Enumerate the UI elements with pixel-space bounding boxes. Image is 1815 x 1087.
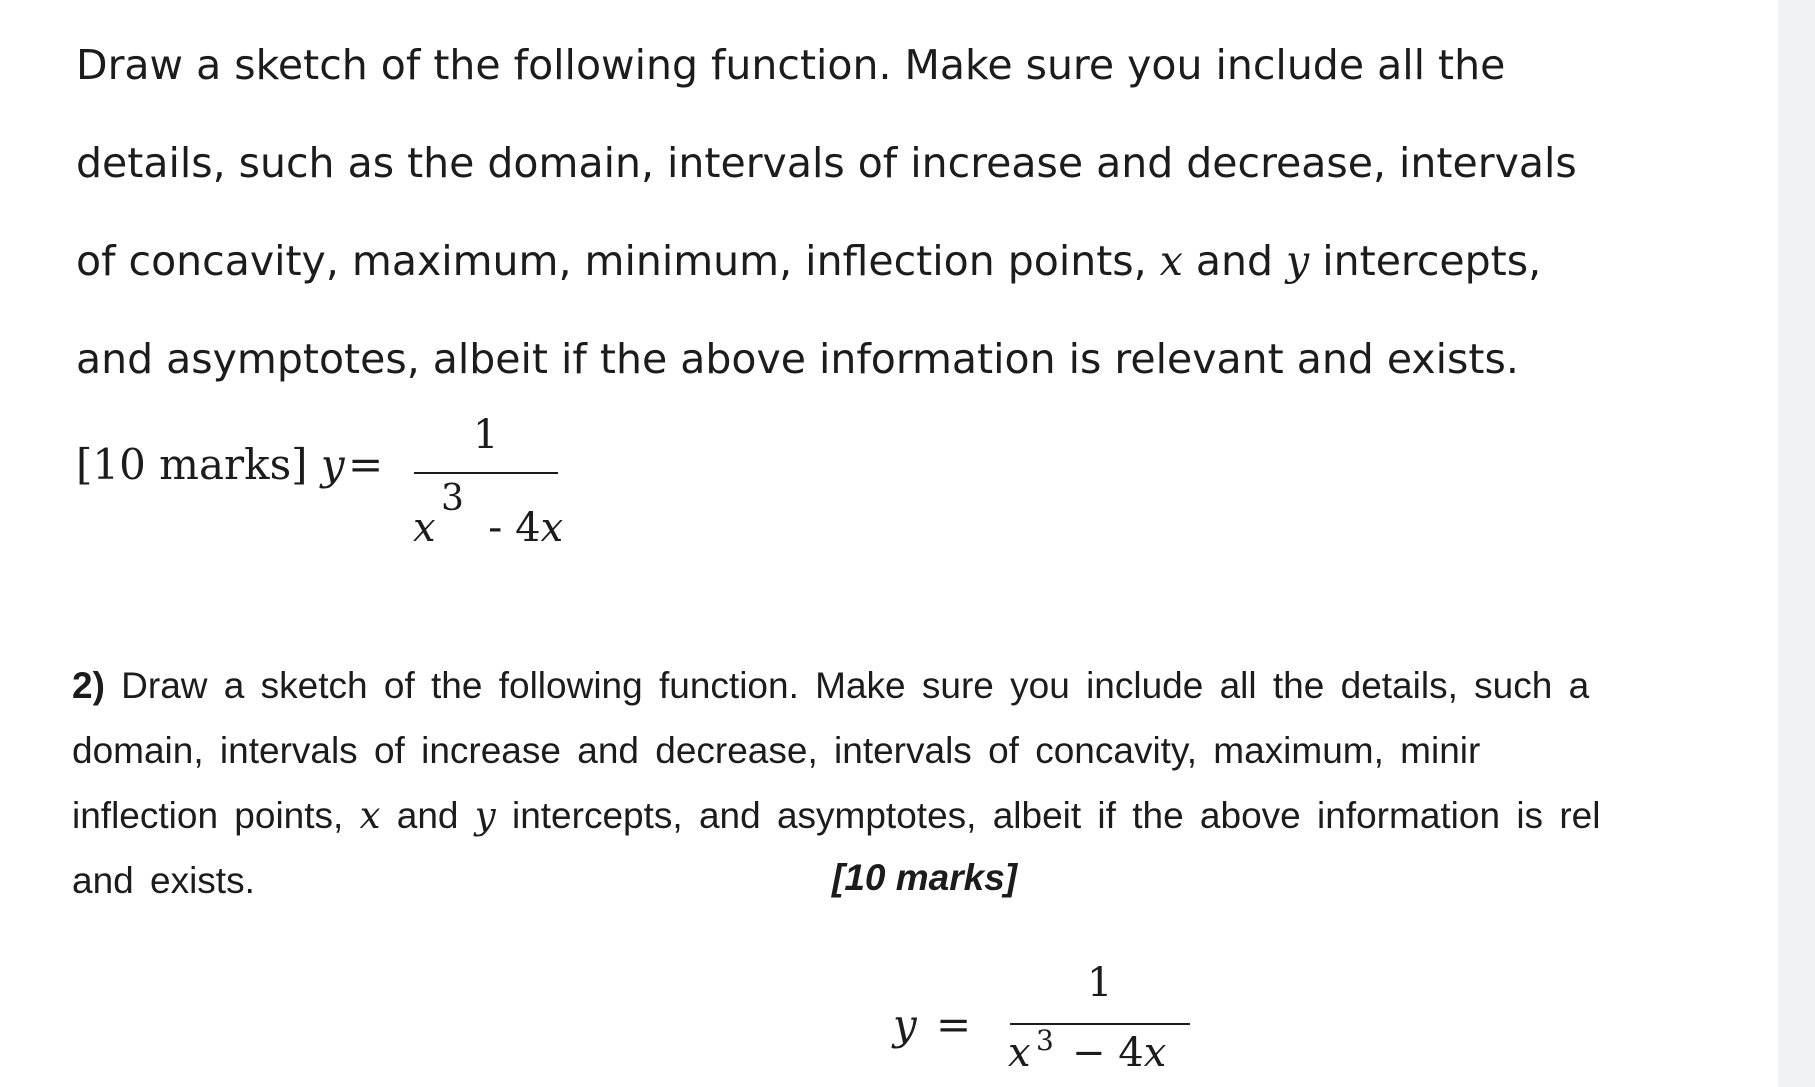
q2-line-3-b: intercepts, and asymptotes, albeit if the above information is rel — [495, 795, 1601, 836]
q1-line-3-and: and — [1182, 237, 1287, 285]
q1-var-x: x — [1159, 237, 1183, 285]
q2-line-1 — [72, 662, 1778, 727]
q2-formula-equals: = — [936, 1000, 972, 1049]
q1-line-3-b: intercepts, — [1309, 237, 1542, 285]
q2-number: 2) — [72, 665, 105, 706]
q2-line-3 — [72, 792, 1778, 857]
q1-formula-denominator-rest: - 4x — [488, 505, 564, 551]
q1-line-4: and asymptotes, albeit if the above information is relevant and exists. — [76, 335, 1519, 383]
q2-formula-numerator: 1 — [1087, 960, 1113, 1006]
q2-formula-denominator-base: x — [1008, 1030, 1031, 1076]
q2-formula-denominator-rest: − 4x — [1072, 1030, 1167, 1076]
q1-formula-exponent: 3 — [441, 478, 464, 519]
q1-line-3-a: of concavity, maximum, minimum, inflection points, — [76, 237, 1160, 285]
q2-line-1-text: Draw a sketch of the following function. Make sure you include all the details, such a — [104, 665, 1590, 706]
q2-formula-lhs: y — [893, 1000, 917, 1049]
q2-marks: [10 marks] — [832, 857, 1018, 898]
q1-line-1: Draw a sketch of the following function. Make sure you include all the — [76, 41, 1506, 89]
q2-line-4: and exists. — [72, 860, 255, 901]
q1-formula-numerator: 1 — [473, 412, 499, 458]
question-1-text — [76, 36, 1736, 428]
q2-line-3-and: and — [380, 795, 475, 836]
q2-var-y: y — [474, 794, 496, 837]
q1-marks-label: [10 marks] — [76, 440, 308, 489]
q1-fraction-bar — [414, 472, 558, 474]
q1-line-3 — [76, 232, 1736, 330]
q1-marks — [76, 440, 345, 489]
q2-formula-exponent: 3 — [1036, 1024, 1054, 1057]
q2-line-2: domain, intervals of increase and decrease, intervals of concavity, maximum, minir — [72, 730, 1481, 771]
q1-formula-lhs: y — [320, 440, 345, 489]
q2-line-3-a: inflection points, — [72, 795, 360, 836]
q1-formula-denominator-base: x — [413, 505, 436, 551]
scrollbar-track[interactable] — [1778, 0, 1815, 1087]
q1-var-y: y — [1286, 237, 1310, 285]
q2-var-x: x — [359, 794, 381, 837]
q1-formula-equals: = — [348, 440, 384, 489]
q1-line-2: details, such as the domain, intervals of increase and decrease, intervals — [76, 139, 1577, 187]
